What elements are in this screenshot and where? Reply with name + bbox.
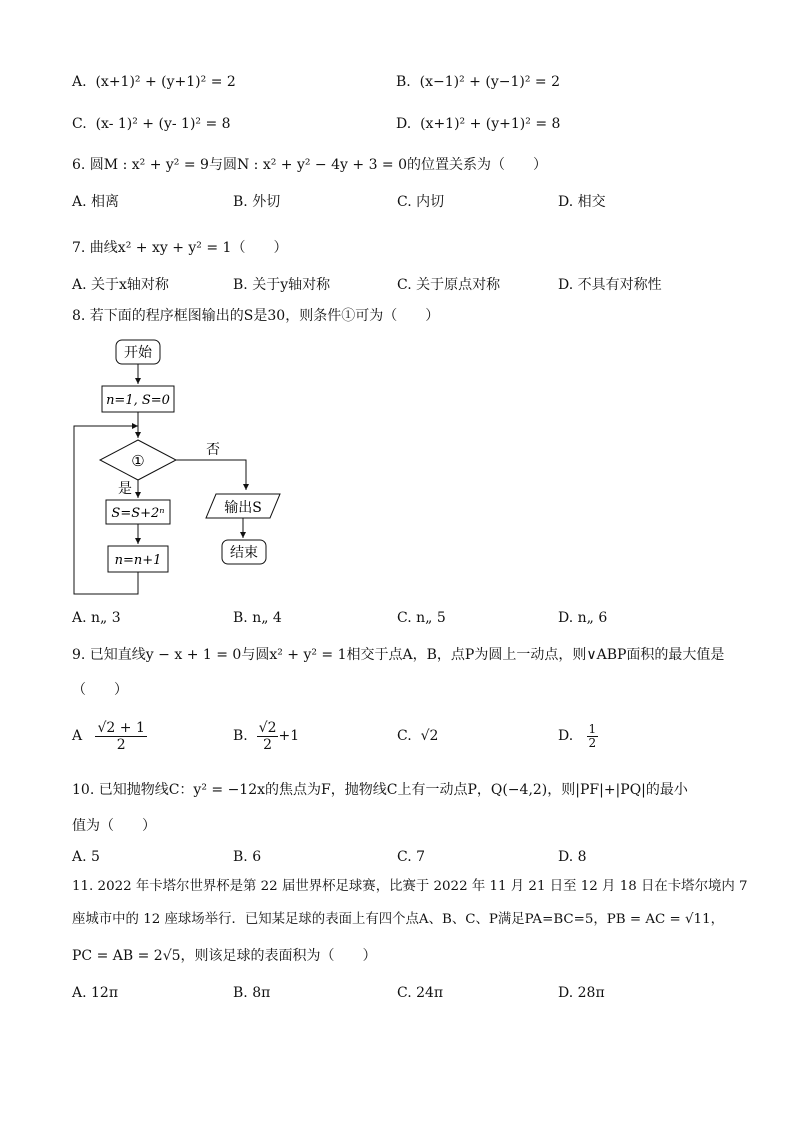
- flow-cond-text: ①: [131, 452, 145, 470]
- flow-update-s-text: S=S+2ⁿ: [111, 506, 165, 521]
- q6-option-b: B. 外切: [233, 194, 281, 210]
- q10-stem-line2: 值为（ ）: [72, 818, 156, 834]
- flow-yes-label: 是: [118, 481, 132, 497]
- flow-update-n-text: n=n+1: [114, 553, 162, 568]
- q8-option-b: B. n„ 4: [233, 610, 282, 626]
- q9-stem-line2: （ ）: [72, 682, 128, 698]
- q11-stem-line3: PC = AB = 2√5，则该足球的表面积为（ ）: [72, 948, 377, 964]
- q11-option-a: A. 12π: [72, 985, 119, 1001]
- q6-option-c: C. 内切: [397, 194, 445, 210]
- q10-stem-line1: 10. 已知抛物线C：y² = −12x的焦点为F，抛物线C上有一动点P，Q(−4,2)，则|PF|+|PQ|的最小: [72, 782, 688, 798]
- q7-option-b: B. 关于y轴对称: [233, 277, 331, 293]
- q8-option-a: A. n„ 3: [72, 610, 121, 626]
- q9-option-a: A $\frac{√2 + 1}{2}$: [72, 719, 145, 753]
- q11-stem-line1: 11. 2022 年卡塔尔世界杯是第 22 届世界杯足球赛，比赛于 2022 年 11 月 21 日至 12 月 18 日在卡塔尔境内 7: [72, 879, 748, 894]
- q11-stem-line2: 座城市中的 12 座球场举行．已知某足球的表面上有四个点A、B、C、P满足PA=BC=5，PB = AC = √11，: [72, 912, 724, 927]
- q9-option-c: C. √2: [397, 728, 439, 744]
- q5-option-c: C. (x- 1)² + (y- 1)² = 8: [72, 116, 231, 132]
- flow-end-text: 结束: [230, 545, 258, 561]
- q7-option-c: C. 关于原点对称: [397, 277, 501, 293]
- q8-option-c: C. n„ 5: [397, 610, 446, 626]
- q11-option-b: B. 8π: [233, 985, 271, 1001]
- q8-stem: 8. 若下面的程序框图输出的S是30，则条件①可为（ ）: [72, 308, 440, 324]
- q9-option-b: B. $\frac{√2}{2}$ +1: [233, 719, 300, 753]
- q8-option-d: D. n„ 6: [558, 610, 608, 626]
- q6-option-d: D. 相交: [558, 194, 606, 210]
- q10-option-c: C. 7: [397, 849, 426, 865]
- q7-option-d: D. 不具有对称性: [558, 277, 662, 293]
- q6-stem: 6. 圆M : x² + y² = 9与圆N : x² + y² − 4y + 3 = 0的位置关系为（ ）: [72, 157, 548, 173]
- q11-option-c: C. 24π: [397, 985, 444, 1001]
- flow-no-label: 否: [206, 442, 220, 458]
- q7-option-a: A. 关于x轴对称: [72, 277, 169, 293]
- q5-option-a: A. (x+1)² + (y+1)² = 2: [72, 74, 236, 90]
- q6-option-a: A. 相离: [72, 194, 120, 210]
- q10-option-b: B. 6: [233, 849, 262, 865]
- q7-stem: 7. 曲线x² + xy + y² = 1（ ）: [72, 240, 288, 256]
- q11-option-d: D. 28π: [558, 985, 605, 1001]
- q9-option-d: D. $\frac{1}{2}$: [558, 721, 597, 750]
- q8-flowchart: [60, 332, 300, 602]
- flow-start-text: 开始: [124, 345, 152, 361]
- q5-option-d: D. (x+1)² + (y+1)² = 8: [396, 116, 561, 132]
- q10-option-a: A. 5: [72, 849, 100, 865]
- flow-init-text: n=1, S=0: [106, 393, 170, 408]
- flow-output-text: 输出S: [224, 500, 262, 516]
- q9-stem-line1: 9. 已知直线y − x + 1 = 0与圆x² + y² = 1相交于点A，B，点P为圆上一动点，则∨ABP面积的最大值是: [72, 647, 725, 663]
- q5-option-b: B. (x−1)² + (y−1)² = 2: [396, 74, 560, 90]
- q10-option-d: D. 8: [558, 849, 587, 865]
